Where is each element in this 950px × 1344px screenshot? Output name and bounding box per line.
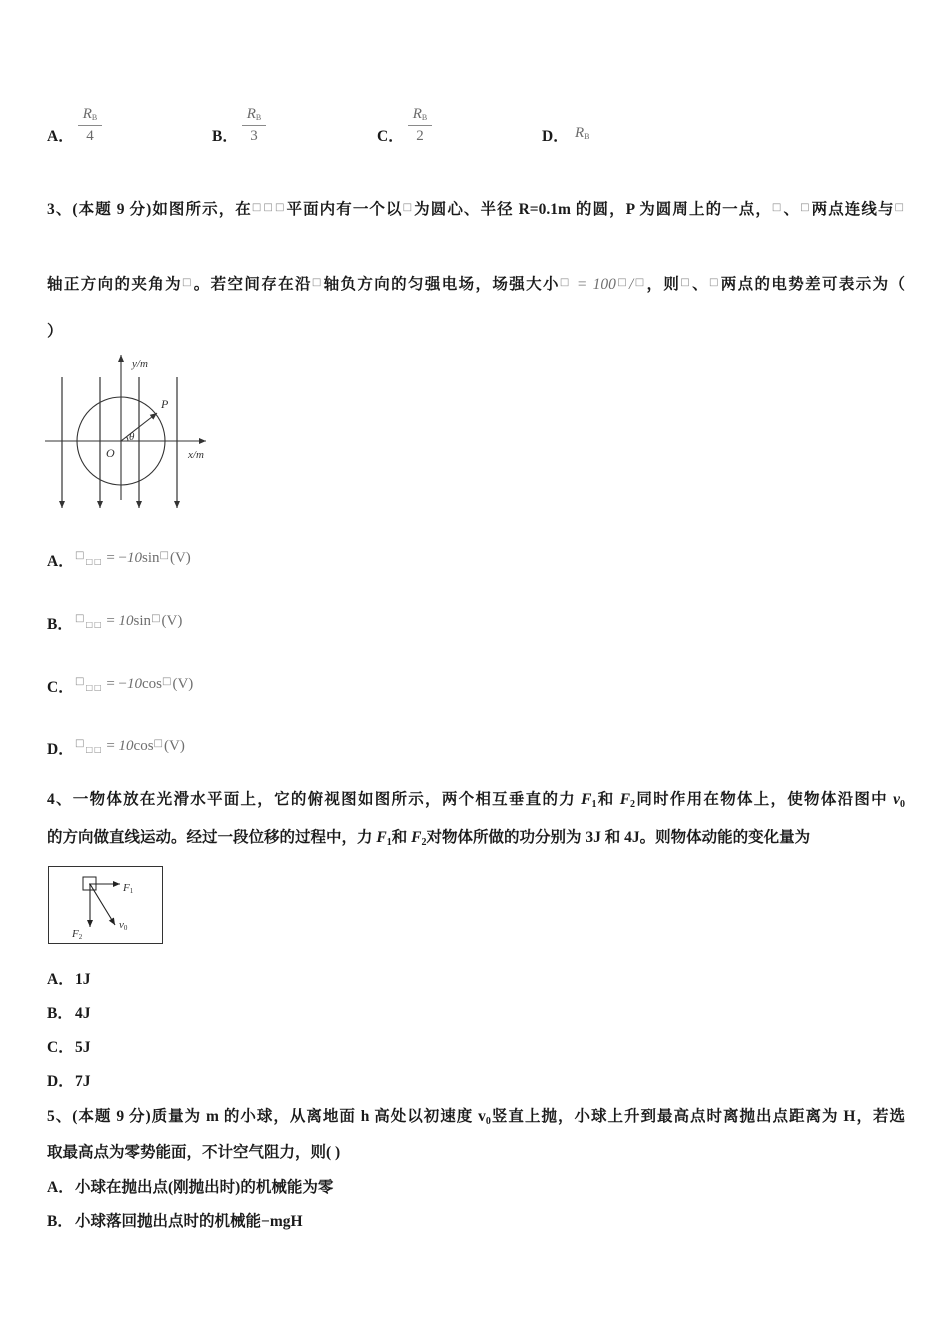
angle-arc — [127, 437, 129, 441]
question-text: 、 — [692, 276, 709, 293]
question-text: 两点连线与 — [811, 201, 895, 218]
fraction-denominator: 3 — [250, 128, 258, 144]
q3-line-3: ） — [47, 323, 63, 340]
q3-option-d-formula — [75, 734, 185, 754]
f2-subscript: 2 — [78, 933, 83, 941]
missing-glyph-subscript: □□ — [85, 620, 103, 629]
q4-option-b-label: B． — [47, 1005, 73, 1022]
formula-equals: = — [571, 276, 593, 293]
force-symbol: F — [411, 829, 422, 846]
formula-function: cos — [142, 676, 162, 692]
q4-force-diagram — [48, 866, 163, 944]
formula-function: sin — [133, 613, 152, 629]
formula-function: cos — [133, 738, 154, 754]
y-axis-label: y/m — [132, 358, 148, 370]
q3-option-c-formula — [75, 672, 193, 692]
resistance-symbol: R — [575, 125, 585, 141]
question-text: 轴正方向的夹角为 — [47, 276, 182, 293]
question-text: 和 — [596, 791, 620, 808]
resistance-symbol: R — [82, 106, 92, 122]
q5-line-2: 取最高点为零势能面，不计空气阻力，则( ) — [47, 1144, 341, 1161]
q3-option-d-label: D． — [47, 741, 74, 758]
q4-option-d-text: 7J — [75, 1073, 91, 1090]
question-text: 、 — [783, 201, 801, 218]
missing-glyph: □ — [615, 277, 630, 288]
question-text: 对物体所做的功分别为 3J 和 4J。则物体动能的变化量为 — [426, 829, 811, 846]
question-text: 4、一物体放在光滑水平面上，它的俯视图如图所示，两个相互垂直的力 — [47, 791, 582, 808]
q5-option-b-label: B． — [47, 1213, 73, 1230]
question-text: 竖直上抛，小球上升到最高点时离抛出点距离为 H，若选 — [490, 1108, 906, 1125]
question-text: 。若空间存在沿 — [193, 276, 312, 293]
q4-option-d-label: D． — [47, 1073, 74, 1090]
field-strength-formula — [560, 276, 647, 293]
v0-subscript: 0 — [123, 924, 128, 932]
missing-glyph: □ — [894, 202, 905, 213]
question-text: 轴负方向的匀强电场，场强大小 — [323, 276, 560, 293]
missing-glyph: □ — [153, 738, 164, 749]
q4-line-2 — [47, 828, 905, 848]
missing-glyph-subscript: □□ — [85, 745, 103, 754]
prev-option-d-label: D． — [542, 128, 569, 145]
velocity-v0-arrow — [90, 884, 115, 925]
q5-option-b-text: 小球落回抛出点时的机械能−mgH — [75, 1213, 303, 1230]
prev-option-b-fraction — [242, 104, 266, 147]
theta-label: θ — [129, 431, 135, 443]
prev-option-d-value — [575, 123, 590, 143]
q3-line-1 — [47, 198, 905, 218]
formula-function: sin — [142, 550, 160, 566]
prev-option-b-label: B． — [212, 128, 238, 145]
formula-unit: (V) — [161, 613, 183, 629]
fraction-numerator — [242, 104, 266, 126]
question-text: 为圆心、半径 R=0.1m 的圆，P 为圆周上的一点， — [414, 201, 772, 218]
prev-option-c-fraction — [408, 104, 432, 147]
question-text: 的方向做直线运动。经过一段位移的过程中，力 — [47, 829, 377, 846]
resistance-symbol: R — [412, 106, 422, 122]
f1-symbol: F — [123, 882, 130, 894]
missing-glyph: □ — [800, 202, 812, 213]
missing-glyph-subscript: □□ — [85, 683, 103, 692]
q5-option-a-text: 小球在抛出点(刚抛出时)的机械能为零 — [75, 1179, 334, 1196]
q4-option-a-label: A． — [47, 971, 74, 988]
question-text: ，则 — [646, 276, 681, 293]
formula-number: 10 — [118, 738, 134, 754]
q3-option-c-label: C． — [47, 679, 74, 696]
formula-equals: = − — [102, 550, 127, 566]
formula-slash: / — [629, 276, 634, 293]
v0-label — [119, 919, 128, 932]
resistance-subscript: B — [255, 113, 262, 122]
q5-option-a-label: A． — [47, 1179, 74, 1196]
velocity-subscript: 0 — [485, 1116, 491, 1127]
formula-equals: = — [102, 613, 119, 629]
question-text: 3、(本题 9 分)如图所示，在 — [47, 201, 252, 218]
fraction-numerator — [408, 104, 432, 126]
force-subscript: 1 — [386, 837, 392, 848]
formula-equals: = − — [102, 676, 127, 692]
missing-glyph: □ — [162, 676, 173, 687]
point-p-label: P — [161, 397, 169, 411]
q3-line-2 — [47, 273, 905, 293]
missing-glyph: □ — [181, 277, 194, 288]
missing-glyph: □ — [402, 202, 415, 213]
force-subscript: 2 — [421, 837, 427, 848]
resistance-subscript: B — [584, 132, 590, 141]
f1-subscript: 1 — [129, 887, 134, 895]
missing-glyph: □ — [708, 277, 721, 288]
q3-option-a-formula — [75, 546, 191, 566]
resistance-subscript: B — [91, 113, 98, 122]
velocity-subscript: 0 — [899, 799, 905, 810]
missing-glyph: □ — [75, 613, 86, 624]
formula-number: 10 — [127, 550, 142, 566]
f1-label — [122, 882, 134, 895]
question-text: 同时作用在物体上，使物体沿图中 — [635, 791, 894, 808]
q4-line-1 — [47, 790, 905, 810]
question-text: 平面内有一个以 — [286, 201, 403, 218]
missing-glyph: □ — [680, 277, 693, 288]
q3-option-a-label: A． — [47, 553, 74, 570]
missing-glyph: □ — [559, 277, 572, 288]
q3-option-b-formula — [75, 609, 182, 629]
q4-option-c-text: 5J — [75, 1039, 91, 1056]
diagram-frame — [49, 867, 163, 944]
resistance-subscript: B — [421, 113, 428, 122]
velocity-symbol: v — [893, 791, 900, 808]
missing-glyph: □ — [771, 202, 784, 213]
v0-symbol: v — [119, 919, 124, 931]
formula-unit: (V) — [164, 738, 185, 754]
f2-label — [71, 928, 83, 941]
q5-line-1 — [47, 1107, 905, 1127]
missing-glyph-subscript: □□ — [85, 557, 103, 566]
prev-option-a-label: A． — [47, 128, 74, 145]
q3-option-b-label: B． — [47, 616, 73, 633]
force-subscript: 1 — [591, 799, 597, 810]
force-symbol: F — [581, 791, 592, 808]
force-symbol: F — [619, 791, 631, 808]
formula-unit: (V) — [169, 550, 191, 566]
missing-glyph: □ — [159, 550, 170, 561]
formula-unit: (V) — [172, 676, 194, 692]
question-text: 5、(本题 9 分)质量为 m 的小球，从离地面 h 高处以初速度 v — [47, 1108, 486, 1125]
prev-option-a-fraction — [78, 104, 102, 147]
fraction-denominator: 2 — [416, 128, 424, 144]
x-axis-label: x/m — [188, 449, 204, 461]
formula-equals: = — [102, 738, 119, 754]
formula-number: 10 — [127, 676, 142, 692]
fraction-denominator: 4 — [86, 128, 94, 144]
missing-glyph: □□□ — [251, 202, 287, 213]
resistance-symbol: R — [246, 106, 256, 122]
q4-option-a-text: 1J — [75, 971, 91, 988]
missing-glyph: □ — [151, 613, 162, 624]
force-symbol: F — [376, 829, 387, 846]
q3-field-diagram — [40, 350, 220, 515]
formula-number: 10 — [118, 613, 134, 629]
q4-option-c-label: C． — [47, 1039, 74, 1056]
f2-symbol: F — [72, 928, 79, 940]
force-subscript: 2 — [630, 799, 636, 810]
q4-option-b-text: 4J — [75, 1005, 91, 1022]
prev-option-c-label: C． — [377, 128, 404, 145]
question-text: 两点的电势差可表示为（ — [720, 276, 905, 293]
missing-glyph: □ — [75, 550, 86, 561]
fraction-numerator — [78, 104, 102, 126]
missing-glyph: □ — [75, 738, 86, 749]
question-text: 和 — [391, 829, 412, 846]
missing-glyph: □ — [311, 277, 324, 288]
missing-glyph: □ — [75, 676, 86, 687]
missing-glyph: □ — [633, 277, 647, 288]
formula-number: 100 — [592, 276, 616, 293]
origin-label: O — [106, 446, 115, 460]
